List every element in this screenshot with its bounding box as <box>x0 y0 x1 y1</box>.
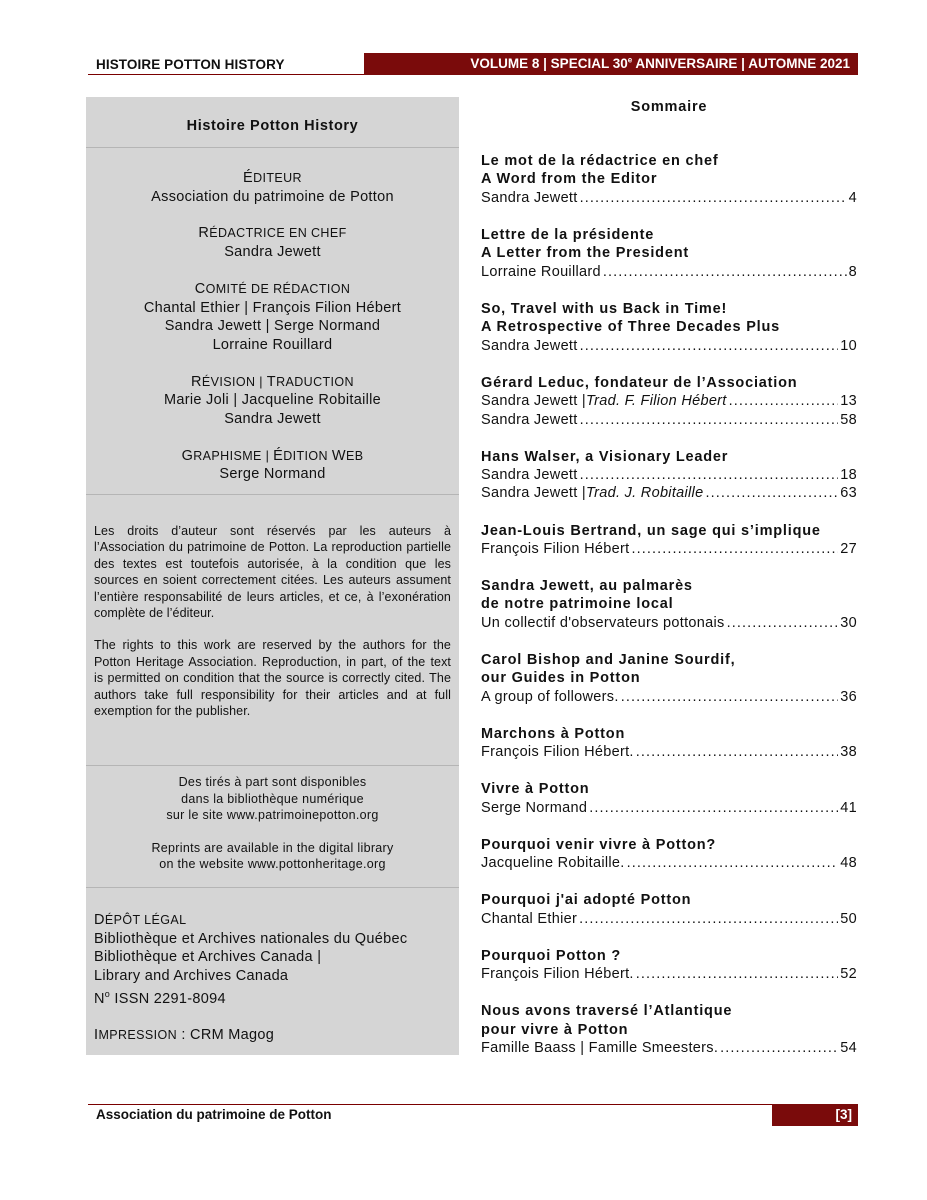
reprints-line: on the website www.pottonheritage.org <box>159 857 386 872</box>
toc-entry-title: A Word from the Editor <box>481 171 658 188</box>
toc-entry-author: Famille Baass | Famille Smeesters. <box>481 1040 719 1057</box>
toc-entry-page: 54 <box>840 1040 857 1057</box>
toc-entry-title: de notre patrimoine local <box>481 596 674 613</box>
copyright-fr: Les droits d’auteur sont réservés par les auteurs à l’Association du patrimoine de Potton. La reproduction partielle des textes est toutefois autorisée, à la condition que les sources en soient correctement citées. Les auteurs assument l’entière responsabilité de leurs articles, et ce, à l’exonération complète de l’éditeur. <box>94 524 451 621</box>
toc-entry-line <box>481 540 857 558</box>
credit-chief <box>86 224 459 261</box>
toc-entry <box>481 725 857 762</box>
running-header-title: HISTOIRE POTTON HISTORY <box>96 57 285 72</box>
issue-banner-pre: VOLUME 8 | SPECIAL 30 <box>470 56 628 71</box>
credit-label-cap: W <box>331 447 346 464</box>
reprints-line: Des tirés à part sont disponibles <box>178 775 367 789</box>
toc-entry-page: 38 <box>840 744 857 761</box>
toc-entry-title: Le mot de la rédactrice en chef <box>481 153 719 169</box>
toc-entry-author: Sandra Jewett <box>481 337 578 354</box>
toc-entry-line <box>481 614 857 632</box>
credit-committee <box>86 280 459 355</box>
credit-label-rest: RADUCTION <box>276 374 354 389</box>
credits <box>86 169 459 502</box>
toc-entry <box>481 300 857 355</box>
toc-entry <box>481 780 857 817</box>
legal-gap <box>94 1009 459 1026</box>
toc-entry-title: So, Travel with us Back in Time! <box>481 300 728 317</box>
toc-entry-page: 36 <box>840 688 857 705</box>
credit-value: Serge Normand <box>219 466 326 483</box>
toc-entry-line <box>481 965 857 983</box>
toc-entry <box>481 448 857 503</box>
toc-dot-leader <box>580 411 839 429</box>
reprints-line: Reprints are available in the digital library <box>151 840 394 855</box>
issn-pre: N <box>94 991 105 1008</box>
toc-dot-leader <box>580 466 839 484</box>
masthead-divider <box>86 887 459 888</box>
toc-entry-author: Sandra Jewett | <box>481 393 586 410</box>
credit-value: Sandra Jewett | Serge Normand <box>164 318 381 335</box>
issn-sup: o <box>104 989 111 1000</box>
toc-entry-line <box>481 743 857 761</box>
credit-label-cap: T <box>266 373 277 390</box>
legal-deposit <box>94 911 459 1044</box>
toc-entry-line <box>481 392 857 410</box>
toc-entry-author: François Filion Hébert. <box>481 744 634 761</box>
credit-label-rest: DITEUR <box>253 171 302 185</box>
toc-dot-leader <box>603 263 847 281</box>
toc-dot-leader <box>729 392 839 410</box>
reprints-fr <box>86 774 459 824</box>
toc-entry-page: 27 <box>840 540 857 557</box>
credit-label-cap: C <box>194 280 206 297</box>
credit-value: Marie Joli | Jacqueline Robitaille <box>163 392 382 409</box>
toc-entry-author: A group of followers. <box>481 688 619 705</box>
credit-label-rest: ÉDACTRICE EN CHEF <box>209 226 347 241</box>
toc-entry-title: Hans Walser, a Visionary Leader <box>481 448 729 465</box>
toc-title: Sommaire <box>630 99 708 115</box>
masthead-panel <box>86 97 459 1055</box>
masthead-title: Histoire Potton History <box>186 118 359 134</box>
printing-label-rest: MPRESSION <box>98 1027 178 1042</box>
toc-entry-page: 52 <box>840 966 857 983</box>
credit-revision <box>86 373 459 429</box>
credit-label-cap: R <box>198 225 210 242</box>
legal-line: Bibliothèque et Archives Canada | <box>94 949 322 966</box>
toc-entry-title: Marchons à Potton <box>481 725 626 742</box>
toc-entry-author: Jacqueline Robitaille. <box>481 855 625 872</box>
toc-entry-line <box>481 854 857 872</box>
toc-entry-page: 50 <box>840 910 857 927</box>
toc-entry-author: Sandra Jewett <box>481 467 578 484</box>
masthead-divider <box>86 147 459 148</box>
reprints-line: dans la bibliothèque numérique <box>181 791 364 806</box>
toc-entry-author: Serge Normand <box>481 799 588 816</box>
legal-line: Bibliothèque et Archives nationales du Québec <box>94 930 408 947</box>
credit-label <box>86 447 459 466</box>
toc-entry-line <box>481 263 857 281</box>
copyright-en: The rights to this work are reserved by the authors for the Potton Heritage Association. Reproduction, in part, of the text is permitted on condition that the source is correctly cited. The authors take full responsibility for their articles and at full exemption for the publisher. <box>94 638 451 719</box>
credit-value: Sandra Jewett <box>224 411 321 428</box>
toc-entry-author: Sandra Jewett <box>481 189 578 206</box>
credit-value: Association du patrimoine de Potton <box>151 188 394 205</box>
toc-entry-line <box>481 1039 857 1057</box>
toc-entry-author: François Filion Hébert. <box>481 966 634 983</box>
toc-entry-title: Carol Bishop and Janine Sourdif, <box>481 651 736 668</box>
toc-entry-author: François Filion Hébert <box>481 540 630 557</box>
issue-banner-post: ANNIVERSAIRE | AUTOMNE 2021 <box>632 56 850 71</box>
toc-entry-line <box>481 688 857 706</box>
toc-entry <box>481 891 857 928</box>
toc-dot-leader <box>705 484 838 502</box>
toc-entry-title: Jean-Louis Bertrand, un sage qui s’implique <box>481 522 821 539</box>
masthead-divider <box>86 494 459 495</box>
page-number: [3] <box>772 1104 858 1126</box>
toc-entry-page: 4 <box>848 189 857 206</box>
credit-label-rest: RAPHISME | <box>193 448 274 463</box>
legal-line: Library and Archives Canada <box>94 967 289 984</box>
toc-entry-page: 13 <box>840 393 857 410</box>
toc-entry <box>481 152 857 207</box>
legal-label-cap: D <box>94 912 105 928</box>
credit-editor <box>86 169 459 206</box>
toc-entry-author: Un collectif d'observateurs pottonais <box>481 614 725 631</box>
credit-label-cap: R <box>191 373 202 390</box>
toc-entry-line <box>481 799 857 817</box>
toc-entry-page: 63 <box>840 485 857 502</box>
toc-entry <box>481 651 857 706</box>
toc-entry-author: Sandra Jewett <box>481 411 578 428</box>
toc-entry-author: Chantal Ethier <box>481 910 578 927</box>
toc-dot-leader <box>580 337 839 355</box>
credit-label-rest: DITION <box>283 448 332 463</box>
credit-label <box>86 224 459 243</box>
credit-label <box>86 373 459 392</box>
toc-entry-line <box>481 337 857 355</box>
toc-dot-leader <box>636 743 839 761</box>
legal-label <box>94 911 459 930</box>
credit-label-rest: OMITÉ DE RÉDACTION <box>205 281 351 296</box>
issue-banner <box>364 53 858 75</box>
toc-dot-leader <box>580 189 847 207</box>
issn-post: ISSN 2291-8094 <box>110 991 226 1008</box>
toc-entry-title: A Letter from the President <box>481 245 689 262</box>
toc-entry-title: Pourquoi venir vivre à Potton? <box>481 836 717 853</box>
credit-label-rest: EB <box>345 448 364 463</box>
toc-entry-title: Vivre à Potton <box>481 781 590 798</box>
toc-entry-author: Lorraine Rouillard <box>481 263 601 280</box>
credit-label-cap: É <box>273 447 284 464</box>
toc-dot-leader <box>631 540 838 558</box>
toc-dot-leader <box>627 854 839 872</box>
credit-value: Lorraine Rouillard <box>212 336 333 353</box>
toc-entry-title: Pourquoi Potton ? <box>481 947 622 964</box>
toc-entry-line <box>481 466 857 484</box>
credit-value: Chantal Ethier | François Filion Hébert <box>143 299 402 316</box>
reprints-notice <box>86 774 459 889</box>
toc-entry <box>481 836 857 873</box>
printing <box>94 1026 459 1045</box>
toc-entry <box>481 374 857 429</box>
toc-entry-title: Gérard Leduc, fondateur de l’Association <box>481 374 798 391</box>
toc-entry <box>481 522 857 559</box>
issue-banner-sup: e <box>627 55 633 65</box>
toc-entry-translator: Trad. J. Robitaille <box>586 485 704 502</box>
credit-label <box>86 280 459 299</box>
toc-entry-title: Nous avons traversé l’Atlantique <box>481 1003 733 1020</box>
toc-dot-leader <box>720 1039 838 1057</box>
credit-design <box>86 447 459 484</box>
toc-entry <box>481 577 857 632</box>
toc-entry-title: Lettre de la présidente <box>481 226 655 243</box>
toc-entry-line <box>481 910 857 928</box>
credit-label-rest: ÉVISION | <box>201 374 267 389</box>
toc-entry-page: 41 <box>840 799 857 816</box>
table-of-contents <box>481 152 857 1058</box>
toc-entry-page: 18 <box>840 467 857 484</box>
toc-entry-translator: Trad. F. Filion Hébert <box>586 393 727 410</box>
toc-dot-leader <box>621 688 839 706</box>
reprints-en <box>86 840 459 873</box>
toc-entry <box>481 226 857 281</box>
toc-entry-title: A Retrospective of Three Decades Plus <box>481 319 781 336</box>
toc-entry-page: 10 <box>840 337 857 354</box>
printing-label-cap: I <box>94 1026 99 1043</box>
footer-rule <box>88 1104 772 1105</box>
credit-label-cap: G <box>181 447 194 464</box>
toc-dot-leader <box>727 614 839 632</box>
credit-label-cap: É <box>242 170 254 186</box>
toc-entry <box>481 947 857 984</box>
printing-value: : CRM Magog <box>177 1026 275 1043</box>
copyright-notice <box>94 523 451 735</box>
toc-entry-page: 48 <box>840 855 857 872</box>
toc-entry-page: 8 <box>848 263 857 280</box>
toc-entry-title: our Guides in Potton <box>481 670 641 687</box>
masthead-divider <box>86 765 459 766</box>
toc-entry-line <box>481 411 857 429</box>
issn <box>94 985 459 1008</box>
credit-label <box>86 169 459 188</box>
toc-dot-leader <box>589 799 838 817</box>
toc-entry-line <box>481 189 857 207</box>
toc-entry <box>481 1002 857 1057</box>
reprints-line: sur le site www.patrimoinepotton.org <box>166 808 379 823</box>
toc-entry-title: Sandra Jewett, au palmarès <box>481 578 693 595</box>
footer-publisher: Association du patrimoine de Potton <box>96 1107 332 1122</box>
toc-dot-leader <box>579 910 838 928</box>
printing-label <box>94 1028 177 1042</box>
toc-entry-author: Sandra Jewett | <box>481 485 586 502</box>
header-rule <box>88 74 364 75</box>
toc-dot-leader <box>636 965 839 983</box>
toc-entry-title: pour vivre à Potton <box>481 1021 629 1038</box>
toc-entry-page: 30 <box>840 614 857 631</box>
legal-label-rest: ÉPÔT LÉGAL <box>104 913 187 927</box>
credit-value: Sandra Jewett <box>224 244 321 261</box>
toc-entry-title: Pourquoi j'ai adopté Potton <box>481 892 692 909</box>
toc-entry-line <box>481 484 857 502</box>
toc-entry-page: 58 <box>840 411 857 428</box>
